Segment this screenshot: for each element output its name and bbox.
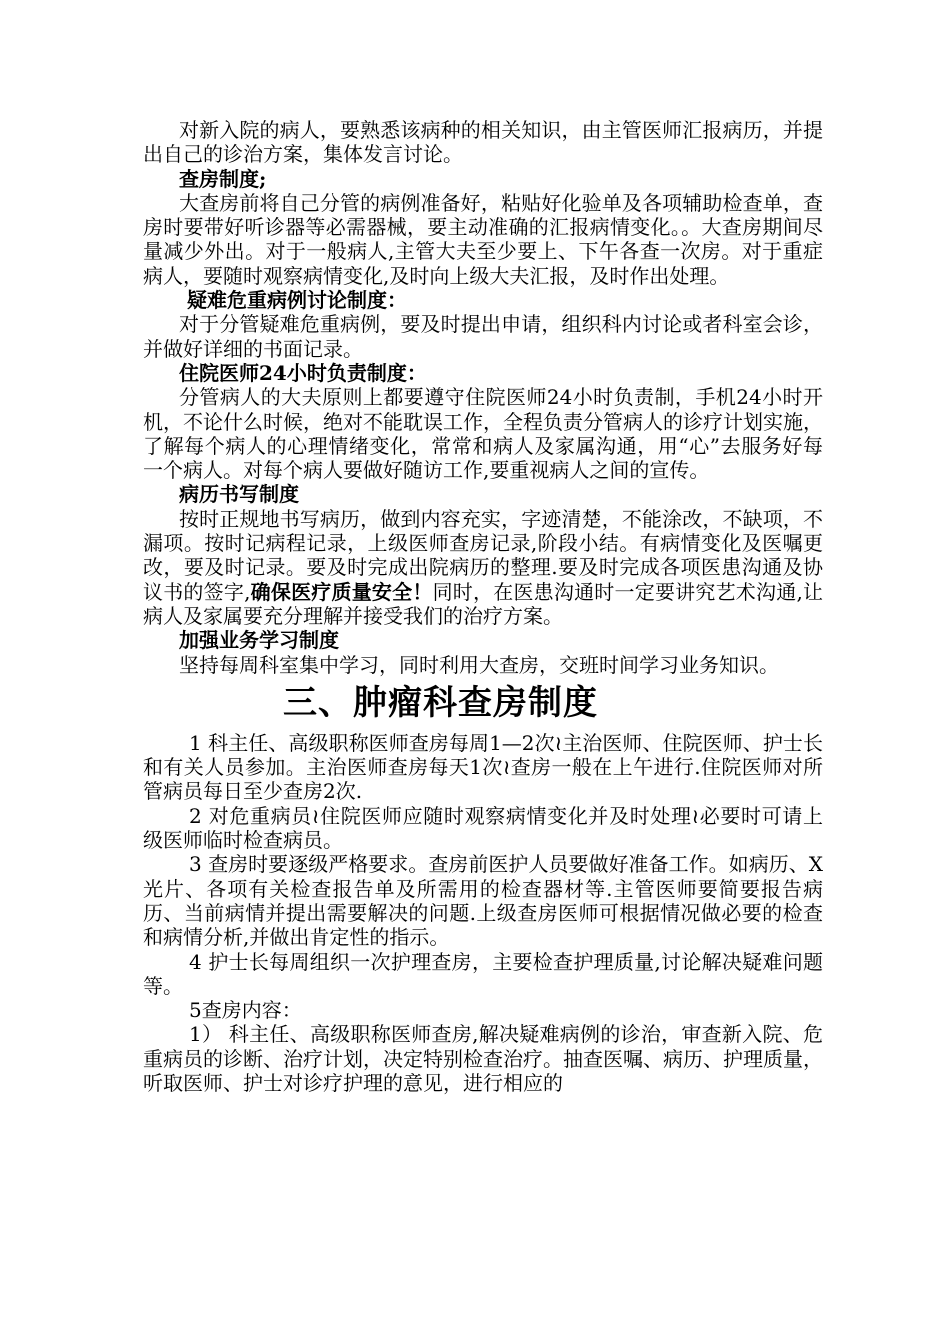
paragraph-24h-responsibility: 分管病人的大夫原则上都要遵守住院医师24小时负责制，手机24小时开机，不论什么时候，绝对不能耽误工作，全程负责分管病人的诊疗计划实施，了解每个病人的心理情绪变化，常常和病人及家属沟通，用“心”去服务好每一个病人。对每个病人要做好随访工作,要重视病人之间的宣传。 <box>143 385 823 483</box>
document-page <box>143 118 823 1095</box>
section-title: 三、肿瘤科查房制度 <box>283 682 598 723</box>
heading-critical-case-discussion: 疑难危重病例讨论制度： <box>187 288 407 313</box>
heading-medical-records: 病历书写制度 <box>179 482 299 507</box>
rule-item-5: 5查房内容： <box>189 998 302 1023</box>
rule-item-2: 2 对危重病员≀住院医师应随时观察病情变化并及时处理≀必要时可请上级医师临时检查病员。 <box>143 803 823 853</box>
paragraph-study: 坚持每周科室集中学习，同时利用大查房，交班时间学习业务知识。 <box>179 652 779 677</box>
paragraph-new-patients: 对新入院的病人，要熟悉该病种的相关知识，由主管医师汇报病历，并提出自己的诊治方案，集体发言讨论。 <box>143 118 823 167</box>
rule-item-1: 1 科主任、高级职称医师查房每周1—2次≀主治医师、住院医师、护士长和有关人员参加。主治医师查房每天1次≀查房一般在上午进行.住院医师对所管病员每日至少查房2次. <box>143 730 823 804</box>
rule-item-4: 4 护士长每周组织一次护理查房，主要检查护理质量,讨论解决疑难问题等。 <box>143 949 823 998</box>
medical-records-text-a: 按时正规地书写病历，做到内容充实，字迹清楚，不能涂改，不缺项，不漏项。按时记病程记录，上级医师查房记录,阶段小结。有病情变化及医嘱更改，要及时记录。要及时完成出院病历的整理.要及时完成各项医患沟通及协议书的签字, <box>143 506 823 604</box>
rule-item-3: 3 查房时要逐级严格要求。查房前医护人员要做好准备工作。如病历、X光片、各项有关检查报告单及所需用的检查器材等.主管医师要简要报告病历、当前病情并提出需要解决的问题.上级查房医师可根据情况做必要的检查和病情分析,并做出肯定性的指示。 <box>143 852 823 950</box>
paragraph-critical-case-discussion: 对于分管疑难危重病例，要及时提出申请，组织科内讨论或者科室会诊，并做好详细的书面记录。 <box>143 312 823 361</box>
medical-records-emphasis: 确保医疗质量安全！ <box>250 579 433 604</box>
heading-ward-rounds: 查房制度; <box>179 166 267 191</box>
paragraph-medical-records <box>143 507 823 628</box>
medical-records-text-c: 同时，在医患沟通时一定要讲究艺术沟通,让病人及家属要充分理解并接受我们的治疗方案。 <box>143 579 824 628</box>
paragraph-ward-rounds: 大查房前将自己分管的病例准备好，粘贴好化验单及各项辅助检查单，查房时要带好听诊器等必需器械，要主动准确的汇报病情变化。。大查房期间尽量减少外出。对于一般病人,主管大夫至少要上、下午各查一次房。对于重症病人，要随时观察病情变化,及时向上级大夫汇报，及时作出处理。 <box>143 190 823 288</box>
heading-24h-responsibility: 住院医师24小时负责制度： <box>179 360 427 385</box>
rule-item-5-1: 1） 科主任、高级职称医师查房,解决疑难病例的诊治，审查新入院、危重病员的诊断、治疗计划，决定特别检查治疗。抽查医嘱、病历、护理质量，听取医师、护士对诊疗护理的意见，进行相应的 <box>143 1022 823 1095</box>
heading-study: 加强业务学习制度 <box>179 628 339 653</box>
